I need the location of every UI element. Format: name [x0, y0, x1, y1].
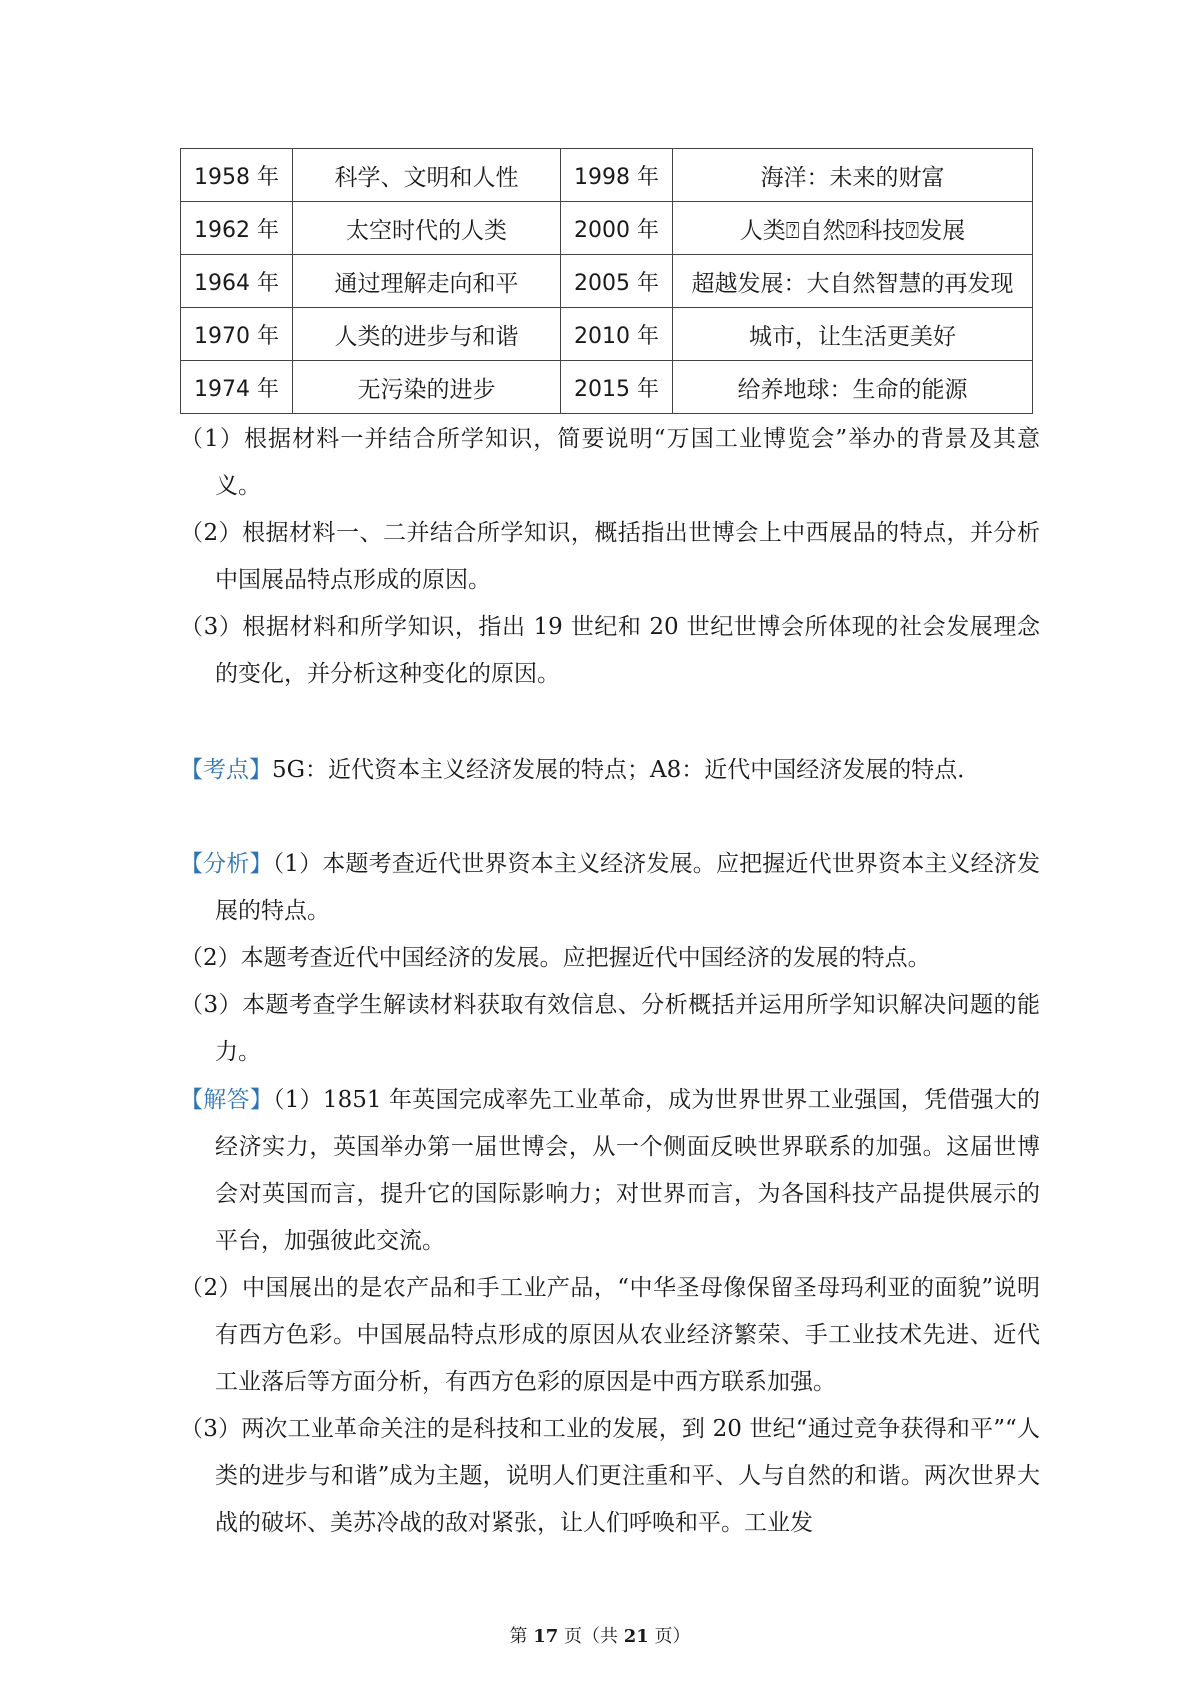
- question-list: [180, 416, 1040, 698]
- kaodian-tag: 【考点】: [180, 757, 272, 783]
- jieda-item: （2）中国展出的是农产品和手工业产品，“中华圣母像保留圣母玛利亚的面貌”说明有西方色彩。中国展品特点形成的原因从农业经济繁荣、手工业技术先进、近代工业落后等方面分析，有西方色彩的原因是中西方联系加强。: [180, 1275, 1040, 1395]
- year-cell: 2015 年: [561, 361, 673, 414]
- year-cell: 2000 年: [561, 202, 673, 255]
- year-cell: 1958 年: [181, 149, 293, 202]
- fenxi-paragraph: [180, 841, 1040, 935]
- kaodian-text: 5G：近代资本主义经济发展的特点；A8：近代中国经济发展的特点．: [272, 757, 981, 783]
- page-footer: [0, 1622, 1200, 1648]
- page-total: 21: [623, 1626, 649, 1647]
- footer-middle: 页（共: [558, 1626, 624, 1647]
- year-cell: 1962 年: [181, 202, 293, 255]
- theme-cell: 人类⍰自然⍰科技⍰发展: [673, 202, 1033, 255]
- jieda-item: （3）两次工业革命关注的是科技和工业的发展，到 20 世纪“通过竞争获得和平”“人类的进步与和谐”成为主题，说明人们更注重和平、人与自然的和谐。两次世界大战的破坏、美苏冷战的敌对紧张，让人们呼唤和平。工业发: [180, 1416, 1040, 1536]
- theme-cell: 无污染的进步: [293, 361, 561, 414]
- question-item: （1）根据材料一并结合所学知识，简要说明“万国工业博览会”举办的背景及其意义。: [180, 426, 1040, 499]
- kaodian-section: [180, 747, 1040, 794]
- theme-cell: 太空时代的人类: [293, 202, 561, 255]
- fenxi-text: （1）本题考查近代世界资本主义经济发展。应把握近代世界资本主义经济发展的特点。: [215, 851, 1040, 924]
- footer-prefix: 第: [509, 1626, 534, 1647]
- theme-cell: 通过理解走向和平: [293, 255, 561, 308]
- theme-cell: 科学、文明和人性: [293, 149, 561, 202]
- kaodian-paragraph: [180, 747, 1040, 794]
- year-cell: 1970 年: [181, 308, 293, 361]
- jieda-section: [180, 1077, 1040, 1547]
- question-item: （3）根据材料和所学知识，指出 19 世纪和 20 世纪世博会所体现的社会发展理念的变化，并分析这种变化的原因。: [180, 614, 1040, 687]
- footer-suffix: 页）: [648, 1626, 691, 1647]
- table-row: [181, 149, 1033, 202]
- theme-cell: 海洋：未来的财富: [673, 149, 1033, 202]
- theme-cell: 人类的进步与和谐: [293, 308, 561, 361]
- fenxi-tag: 【分析】: [180, 851, 273, 877]
- fenxi-item: （2）本题考查近代中国经济的发展。应把握近代中国经济的发展的特点。: [180, 945, 931, 971]
- jieda-text: （1）1851 年英国完成率先工业革命，成为世界世界工业强国，凭借强大的经济实力，英国举办第一届世博会，从一个侧面反映世界联系的加强。这届世博会对英国而言，提升它的国际影响力；对世界而言，为各国科技产品提供展示的平台，加强彼此交流。: [215, 1087, 1040, 1254]
- table-row: [181, 202, 1033, 255]
- table-row: [181, 255, 1033, 308]
- year-cell: 2005 年: [561, 255, 673, 308]
- year-cell: 1964 年: [181, 255, 293, 308]
- table-row: [181, 308, 1033, 361]
- fenxi-item: （3）本题考查学生解读材料获取有效信息、分析概括并运用所学知识解决问题的能力。: [180, 992, 1040, 1065]
- page-number: 17: [533, 1626, 559, 1647]
- table-row: [181, 361, 1033, 414]
- question-item: （2）根据材料一、二并结合所学知识，概括指出世博会上中西展品的特点，并分析中国展品特点形成的原因。: [180, 520, 1040, 593]
- year-cell: 1974 年: [181, 361, 293, 414]
- theme-cell: 超越发展：大自然智慧的再发现: [673, 255, 1033, 308]
- theme-cell: 给养地球：生命的能源: [673, 361, 1033, 414]
- expo-theme-table: [180, 148, 1033, 414]
- jieda-paragraph: [180, 1077, 1040, 1265]
- theme-cell: 城市，让生活更美好: [673, 308, 1033, 361]
- fenxi-section: [180, 841, 1040, 1076]
- jieda-tag: 【解答】: [180, 1087, 274, 1113]
- year-cell: 1998 年: [561, 149, 673, 202]
- year-cell: 2010 年: [561, 308, 673, 361]
